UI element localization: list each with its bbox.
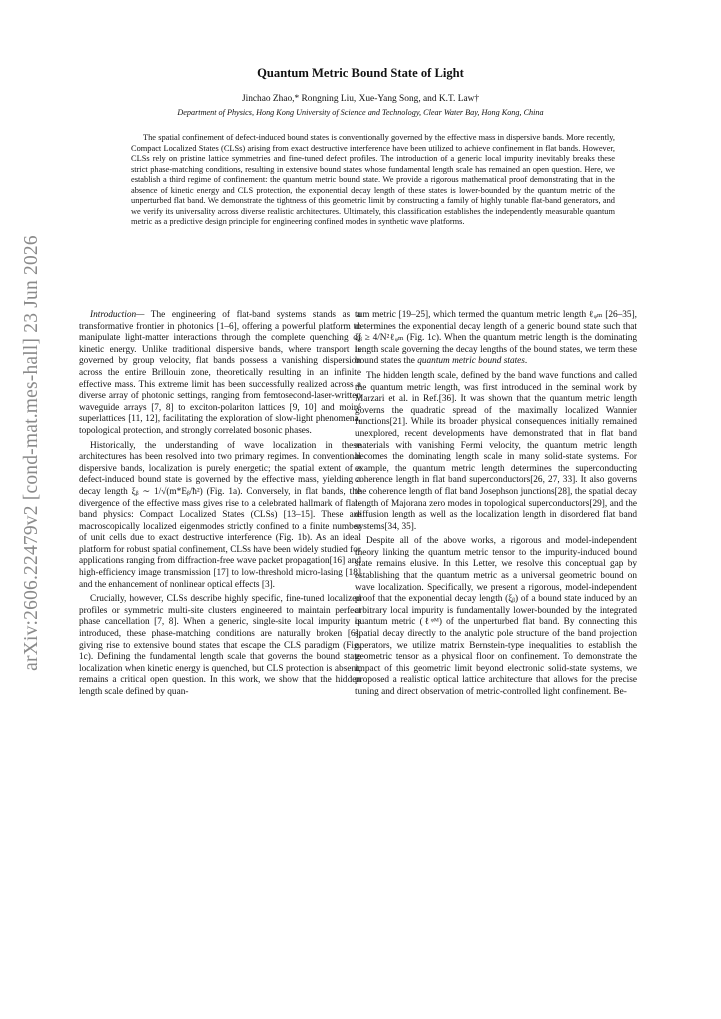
right-paragraph-1-text: tum metric [19–25], which termed the quantum metric length ℓᵩₘ [26–35], determines the exponential decay length of a generic bound state such that ξᵦ ≥ 4/N²ℓᵩₘ (Fig. 1c). When the quantum metric length is the dominating length scale governing the decay lengths of the bound states, we term these bound states the <box>355 310 637 367</box>
author-list: Jinchao Zhao,* Rongning Liu, Xue-Yang Song, and K.T. Law† <box>241 94 480 104</box>
affiliation: Department of Physics, Hong Kong University of Science and Technology, Clear Water Bay, Hong Kong, China <box>177 108 544 117</box>
right-paragraph-3: Despite all of the above works, a rigorous and model-independent theory linking the quantum metric tensor to the impurity-induced bound state remains elusive. In this Letter, we resolve this conceptual gap by establishing that the quantum metric as a universal geometric bound on wave localization. Specifically, we present a rigorous, model-independent proof that the exponential decay length (ξᵦ) of a bound state induced by an arbitrary local impurity is fundamentally lower-bounded by the integrated quantum metric (ℓᵠᴹ) of the unperturbed flat band. By connecting this spatial decay directly to the analytic pole structure of the band projection operators, we utilize matrix Bernstein-type inequalities to establish the geometric tensor as a physical floor on confinement. To demonstrate the impact of this geometric limit beyond electronic solid-state systems, we proposed a realistic optical lattice architecture that allows for the precise tuning and direct observation of metric-controlled light confinement. Be- <box>355 536 637 697</box>
paper-title: Quantum Metric Bound State of Light <box>257 66 464 80</box>
right-paragraph-1-end: . <box>524 356 528 367</box>
left-column <box>79 310 361 702</box>
arxiv-id-text: arXiv:2606.22479v2 [cond-mat.mes-hall] 23 Jun 2026 <box>21 235 42 671</box>
quantum-metric-bound-states-term: quantum metric bound states <box>417 356 525 367</box>
intro-paragraph-2: Historically, the understanding of wave localization in these architectures has been resolved into two primary regimes. In conventional dispersive bands, localization is purely energetic; the spatial extent of a defect-induced bound state is governed by the effective mass, yielding a decay length ξᵦ ∼ 1/√(m*Eᵦ/ħ²) (Fig. 1a). Conversely, in flat bands, the divergence of the effective mass gives rise to a celebrated hallmark of flat-band physics: Compact Localized States (CLSs) [13–15]. These are macroscopically localized eigenmodes strictly confined to a finite number of unit cells due to exact destructive interference (Fig. 1b). As an ideal platform for robust spatial confinement, CLSs have been widely studied for applications ranging from diffraction-free wave packet propagation[16] and high-efficiency image transmission [17] to low-threshold micro-lasing [18] and the enhancement of nonlinear optical effects [3]. <box>79 440 361 590</box>
abstract: The spatial confinement of defect-induced bound states is conventionally governed by the effective mass in dispersive bands. More recently, Compact Localized States (CLSs) arising from exact destructive interference have been utilized to achieve confinement in flat bands. However, CLSs rely on pristine lattice symmetries and fine-tuned defect profiles. The introduction of a generic local impurity inevitably breaks these strict phase-matching conditions, resulting in extensive bound states whose fundamental length scale has remained an open question. Here, we establish a third regime of confinement: the quantum metric bound state. We provide a rigorous mathematical proof demonstrating that in the absence of kinetic energy and CLS protection, the exponential decay length of these states is lower-bounded by the quantum metric of the unperturbed flat band. We demonstrate the tightness of this geometric limit by constructing a family of highly tunable flat-band generators, and we verify its universality across diverse realistic architectures. Ultimately, this classification establishes the independently measurable quantum metric as a predictive design principle for engineering confined modes in synthetic wave platforms. <box>131 133 615 227</box>
right-column <box>355 310 637 702</box>
intro-paragraph-3: Crucially, however, CLSs describe highly specific, fine-tuned localized profiles or symmetric multi-site clusters engineered to maintain perfect phase cancellation [7, 8]. When a generic, single-site local impurity is introduced, these phase-matching conditions are naturally broken [6], giving rise to extensive bound states that escape the CLS paradigm (Fig. 1c). Defining the fundamental length scale that governs the bound state localization when kinetic energy is quenched, but CLS protection is absent, remains a critical open question. In this work, we show that the hidden length scale defined by quan- <box>79 594 361 697</box>
right-paragraph-2: The hidden length scale, defined by the band wave functions and called the quantum metric length, was first introduced in the seminal work by Marzari et al. in Ref.[36]. It was shown that the quantum metric length governs the quadratic spread of the maximally localized Wannier functions[21]. While its broader physical consequences initially remained unexplored, recent developments have demonstrated that in flat band materials with vanishing Fermi velocity, the quantum metric length becomes the dominating length scale in many solid-state systems. For example, the quantum metric length determines the superconducting coherence length in flat band superconductors[26, 27, 33]. It also governs the coherence length of flat band Josephson junctions[28], the spatial decay length of Majorana zero modes in topological superconductors[29], and the diffusion length as well as the localization length in disordered flat band systems[34, 35]. <box>355 370 637 532</box>
right-paragraph-1 <box>355 310 637 368</box>
intro-paragraph-1-text: The engineering of flat-band systems stands as a transformative frontier in photonics [1–6], offering a powerful platform to manipulate light-matter interactions through the complete quenching of kinetic energy. Unlike traditional dispersive bands, where transport is governed by group velocity, flat bands possess a vanishing dispersion across the entire Brillouin zone, theoretically resulting in an infinite effective mass. This extreme limit has been successfully realized across a diverse array of photonic settings, ranging from femtosecond-laser-written waveguide arrays [7, 8] to exciton-polariton lattices [9, 10] and moiré superlattices [11, 12], facilitating the exploration of slow-light phenomena, topological protection, and strongly correlated bosonic phases. <box>79 310 361 436</box>
intro-paragraph-1 <box>79 310 361 438</box>
arxiv-identifier-stamp <box>12 235 52 671</box>
introduction-heading: Introduction— <box>90 310 145 320</box>
